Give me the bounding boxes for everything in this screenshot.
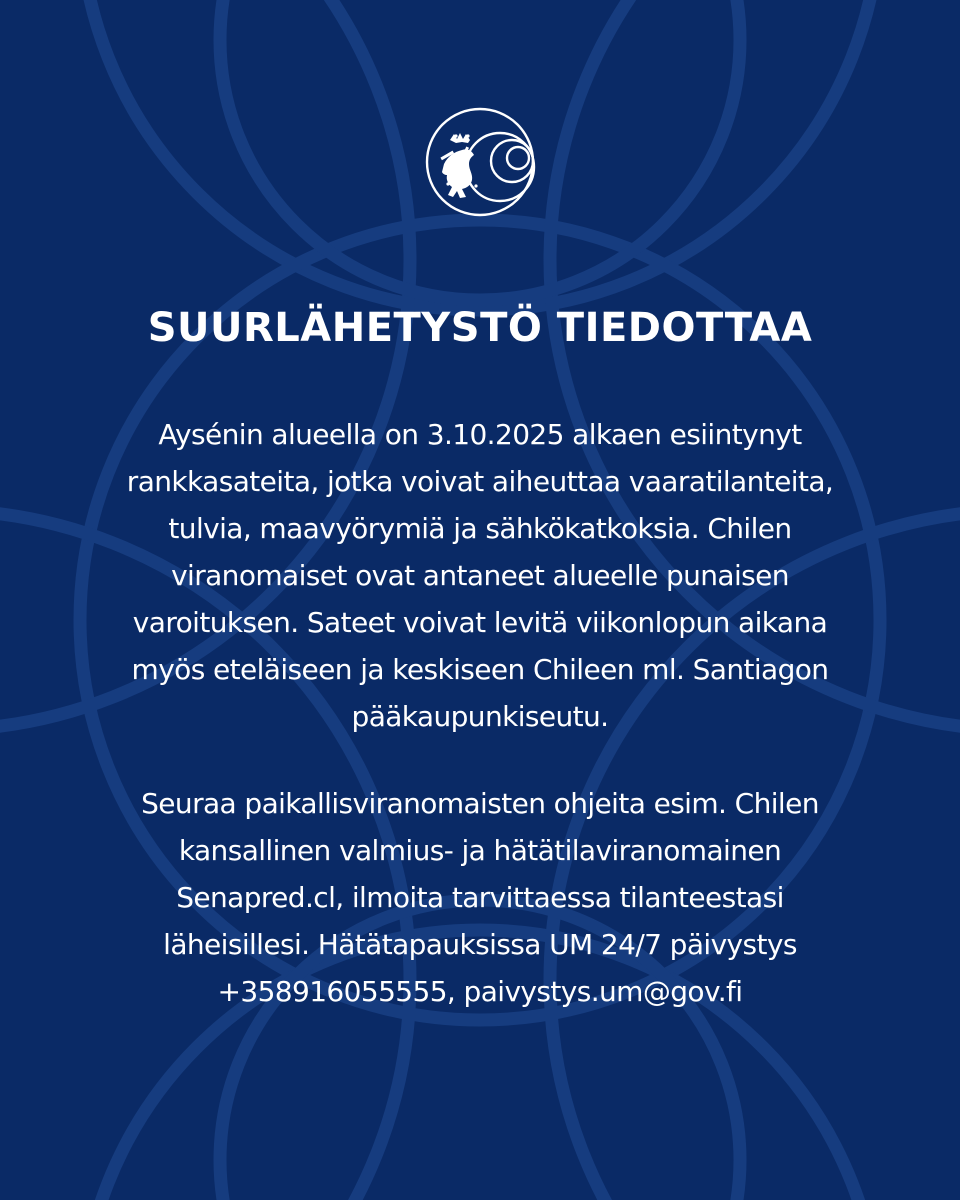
paragraph-line: Senapred.cl, ilmoita tarvittaessa tilanteestasi xyxy=(176,881,784,914)
paragraph-line: varoituksen. Sateet voivat levitä viikonlopun aikana xyxy=(132,606,828,639)
paragraph-line: tulvia, maavyörymiä ja sähkökatkoksia. Chilen xyxy=(168,512,792,545)
paragraph-line: rankkasateita, jotka voivat aiheuttaa vaaratilanteita, xyxy=(126,465,834,498)
paragraph-line: Seuraa paikallisviranomaisten ohjeita esim. Chilen xyxy=(141,787,819,820)
paragraph-line: Aysénin alueella on 3.10.2025 alkaen esiintynyt xyxy=(158,418,802,451)
paragraph-line: +358916055555, paivystys.um@gov.fi xyxy=(217,975,743,1008)
announcement-paragraph-warning xyxy=(110,411,850,740)
paragraph-line: myös eteläiseen ja keskiseen Chileen ml. Santiagon xyxy=(131,653,829,686)
paragraph-line: viranomaiset ovat antaneet alueelle punaisen xyxy=(171,559,789,592)
finnish-lion-emblem-icon xyxy=(424,106,536,218)
paragraph-line: kansallinen valmius- ja hätätilaviranomainen xyxy=(178,834,782,867)
paragraph-line: pääkaupunkiseutu. xyxy=(351,700,609,733)
announcement-title: SUURLÄHETYSTÖ TIEDOTTAA xyxy=(147,305,813,351)
announcement-paragraph-instructions xyxy=(110,780,850,1015)
paragraph-line: läheisillesi. Hätätapauksissa UM 24/7 päivystys xyxy=(163,928,797,961)
